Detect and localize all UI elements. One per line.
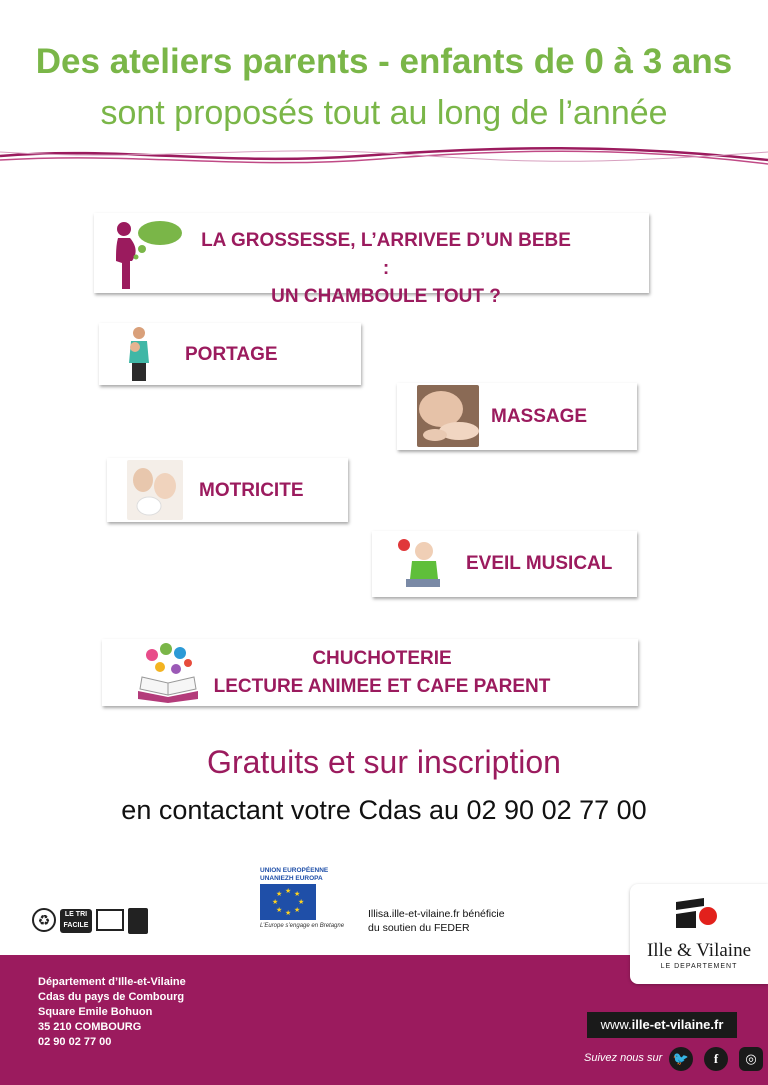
department-name: Ille & Vilaine	[646, 940, 752, 961]
eu-logo	[260, 867, 360, 939]
website-domain: ille-et-vilaine.fr	[631, 1017, 724, 1032]
workshop-title-chuchoterie-line1: CHUCHOTERIE	[312, 648, 452, 669]
tri-label: LE TRI	[64, 911, 88, 918]
department-logo	[630, 884, 768, 984]
baby-massage-photo	[417, 385, 479, 447]
workshop-card-portage	[99, 323, 361, 385]
eu-caption: L’Europe s’engage en Bretagne	[260, 923, 345, 929]
workshop-card-eveil-musical	[372, 531, 637, 597]
crawling-babies-photo	[127, 460, 183, 520]
workshop-title-eveil-musical: EVEIL MUSICAL	[466, 553, 613, 574]
title-line-1: Des ateliers parents - enfants de 0 à 3 ans	[35, 42, 733, 81]
website-prefix: www.	[600, 1017, 632, 1032]
website-link[interactable]	[587, 1012, 737, 1038]
workshop-card-massage	[397, 383, 637, 450]
instagram-icon[interactable]: ◎	[739, 1047, 763, 1071]
eu-flag-icon: ★ ★ ★ ★ ★ ★ ★ ★	[260, 884, 316, 920]
eu-line-2: UNANIEZH EUROPA	[260, 875, 323, 882]
workshop-title-chuchoterie-line2: LECTURE ANIMEE ET CAFE PARENT	[213, 676, 551, 697]
feder-line-2: du soutien du FEDER	[368, 922, 470, 934]
tri-sub: FACILE	[63, 922, 89, 929]
workshop-title-massage: MASSAGE	[491, 406, 588, 427]
pregnant-woman-icon	[102, 219, 192, 291]
workshop-title-grossesse-line1: LA GROSSESSE, L’ARRIVEE D’UN BEBE :	[201, 230, 571, 279]
address-line-2: Cdas du pays de Combourg	[38, 991, 185, 1003]
address-line-4: 35 210 COMBOURG	[38, 1021, 142, 1033]
bin-icon	[128, 908, 148, 934]
address-line-5: 02 90 02 77 00	[38, 1036, 112, 1048]
decorative-wave	[0, 138, 768, 178]
twitter-icon[interactable]: 🐦	[669, 1047, 693, 1071]
follow-label: Suivez nous sur	[584, 1052, 663, 1064]
department-sub: LE DEPARTEMENT	[660, 963, 738, 970]
babywearing-photo	[123, 325, 155, 381]
address-line-3: Square Emile Bohuon	[38, 1006, 153, 1018]
workshop-title-portage: PORTAGE	[185, 344, 278, 365]
cta-headline: Gratuits et sur inscription	[207, 744, 561, 780]
workshop-card-grossesse	[94, 213, 649, 307]
workshop-card-chuchoterie	[102, 639, 638, 706]
facebook-icon[interactable]: f	[704, 1047, 728, 1071]
recycle-figure-icon: ♻	[32, 908, 56, 932]
workshop-title-grossesse-line2: UN CHAMBOULE TOUT ?	[271, 286, 501, 307]
packaging-icon	[96, 909, 124, 931]
eu-line-1: UNION EUROPÉENNE	[260, 867, 329, 874]
department-emblem-icon	[674, 896, 718, 930]
cta-contact: en contactant votre Cdas au 02 90 02 77 00	[121, 795, 647, 825]
workshop-card-motricite	[107, 458, 348, 522]
workshop-title-motricite: MOTRICITE	[199, 480, 304, 501]
address-line-1: Département d’Ille-et-Vilaine	[38, 976, 186, 988]
title-line-2: sont proposés tout au long de l’année	[100, 94, 668, 132]
feder-line-1: Illisa.ille-et-vilaine.fr bénéficie	[368, 908, 505, 920]
tri-logo	[32, 906, 150, 936]
baby-with-rattle-photo	[392, 535, 448, 593]
open-book-icon	[134, 641, 202, 703]
